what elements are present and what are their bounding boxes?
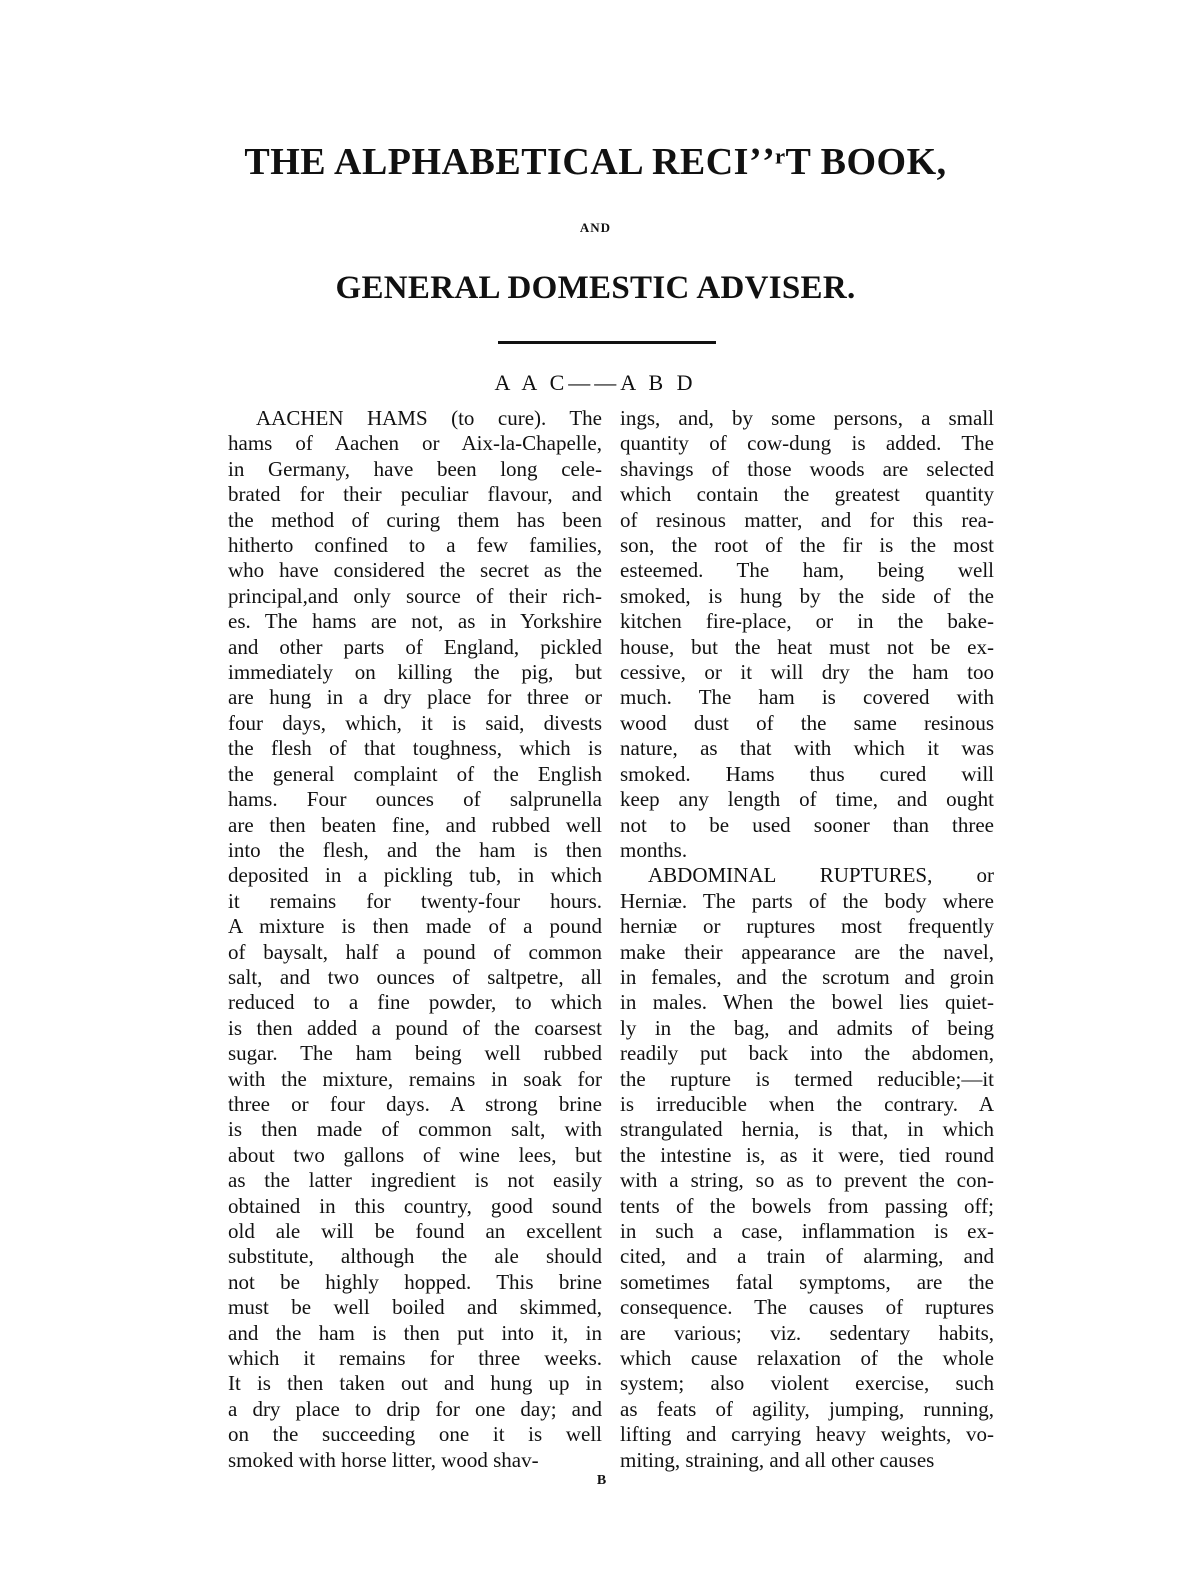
text-line: the rupture is termed reducible;—it: [620, 1066, 994, 1091]
text-line: is then added a pound of the coarsest: [228, 1015, 602, 1040]
text-line: and the ham is then put into it, in: [228, 1320, 602, 1345]
text-line: es. The hams are not, as in Yorkshire: [228, 609, 602, 634]
text-line: house, but the heat must not be ex-: [620, 634, 994, 659]
text-line: cessive, or it will dry the ham too: [620, 660, 994, 685]
text-line: make their appearance are the navel,: [620, 939, 994, 964]
book-subtitle: GENERAL DOMESTIC ADVISER.: [335, 270, 856, 306]
text-line: cited, and a train of alarming, and: [620, 1244, 994, 1269]
text-line: It is then taken out and hung up in: [228, 1371, 602, 1396]
text-line: salt, and two ounces of saltpetre, all: [228, 964, 602, 989]
text-line: which contain the greatest quantity: [620, 482, 994, 507]
text-line: hitherto confined to a few families,: [228, 533, 602, 558]
text-line: ings, and, by some persons, a small: [620, 406, 994, 430]
text-line: system; also violent exercise, such: [620, 1371, 994, 1396]
text-line: hams of Aachen or Aix-la-Chapelle,: [228, 431, 602, 456]
text-line: AACHEN HAMS (to cure). The: [256, 406, 602, 430]
text-line: keep any length of time, and ought: [620, 787, 994, 812]
text-line: with a string, so as to prevent the con-: [620, 1168, 994, 1193]
text-line: who have considered the secret as the: [228, 558, 602, 583]
text-line: the intestine is, as it were, tied round: [620, 1142, 994, 1167]
text-line: which cause relaxation of the whole: [620, 1346, 994, 1371]
text-line: in such a case, inflammation is ex-: [620, 1219, 994, 1243]
text-line: sugar. The ham being well rubbed: [228, 1041, 602, 1066]
text-line: readily put back into the abdomen,: [620, 1041, 994, 1066]
text-line: is irreducible when the contrary. A: [620, 1091, 994, 1116]
right-column: [620, 406, 994, 1473]
text-line: much. The ham is covered with: [620, 685, 994, 710]
text-line: in females, and the scrotum and groin: [620, 964, 994, 989]
text-line: smoked. Hams thus cured will: [620, 761, 994, 786]
signature-mark: B: [596, 1473, 607, 1488]
text-line: and other parts of England, pickled: [228, 634, 602, 659]
text-line: with the mixture, remains in soak for: [228, 1066, 602, 1091]
text-line: four days, which, it is said, divests: [228, 710, 602, 735]
text-line: of resinous matter, and for this rea-: [620, 507, 994, 532]
text-line: which it remains for three weeks.: [228, 1346, 602, 1371]
text-line: principal,and only source of their rich-: [228, 583, 602, 608]
text-line: son, the root of the fir is the most: [620, 533, 994, 558]
text-line: in Germany, have been long cele-: [228, 456, 602, 481]
text-line: ly in the bag, and admits of being: [620, 1015, 994, 1040]
text-line: as the latter ingredient is not easily: [228, 1168, 602, 1193]
text-line: hams. Four ounces of salprunella: [228, 787, 602, 812]
book-title: THE ALPHABETICAL RECIʼʼʳT BOOK,: [244, 141, 947, 183]
text-line: it remains for twenty-four hours.: [228, 888, 602, 913]
text-line: as feats of agility, jumping, running,: [620, 1396, 994, 1421]
text-line: nature, as that with which it was: [620, 736, 994, 761]
text-line: on the succeeding one it is well: [228, 1422, 602, 1447]
text-line: smoked with horse litter, wood shav-: [228, 1447, 539, 1472]
text-line: substitute, although the ale should: [228, 1244, 602, 1269]
text-line: are then beaten fine, and rubbed well: [228, 812, 602, 837]
text-line: months.: [620, 837, 688, 862]
text-line: strangulated hernia, is that, in which: [620, 1117, 994, 1142]
text-line: reduced to a fine powder, to which: [228, 990, 602, 1015]
text-line: three or four days. A strong brine: [228, 1091, 602, 1116]
text-line: miting, straining, and all other causes: [620, 1447, 935, 1472]
text-line: are various; viz. sedentary habits,: [620, 1320, 994, 1345]
text-line: must be well boiled and skimmed,: [228, 1295, 602, 1320]
text-line: not be highly hopped. This brine: [228, 1269, 602, 1294]
text-line: smoked, is hung by the side of the: [620, 583, 994, 608]
text-line: are hung in a dry place for three or: [228, 685, 602, 710]
text-line: A mixture is then made of a pound: [228, 914, 602, 939]
text-line: ABDOMINAL RUPTURES, or: [648, 863, 994, 888]
text-line: herniæ or ruptures most frequently: [620, 914, 994, 939]
text-line: quantity of cow-dung is added. The: [620, 431, 994, 456]
text-line: not to be used sooner than three: [620, 812, 994, 837]
text-line: of baysalt, half a pound of common: [228, 939, 602, 964]
text-line: esteemed. The ham, being well: [620, 558, 994, 583]
text-line: the method of curing them has been: [228, 507, 602, 532]
text-line: consequence. The causes of ruptures: [620, 1295, 994, 1320]
text-line: immediately on killing the pig, but: [228, 660, 602, 685]
text-line: the flesh of that toughness, which is: [228, 736, 602, 761]
text-line: brated for their peculiar flavour, and: [228, 482, 602, 507]
text-line: a dry place to drip for one day; and: [228, 1396, 602, 1421]
text-line: old ale will be found an excellent: [228, 1219, 602, 1243]
text-line: wood dust of the same resinous: [620, 710, 994, 735]
text-line: Herniæ. The parts of the body where: [620, 888, 994, 913]
text-line: lifting and carrying heavy weights, vo-: [620, 1422, 994, 1447]
text-line: obtained in this country, good sound: [228, 1193, 602, 1218]
text-line: is then made of common salt, with: [228, 1117, 602, 1142]
text-line: deposited in a pickling tub, in which: [228, 863, 602, 888]
text-line: the general complaint of the English: [228, 761, 602, 786]
text-line: shavings of those woods are selected: [620, 456, 994, 481]
text-line: into the flesh, and the ham is then: [228, 837, 602, 862]
left-column: [228, 406, 602, 1473]
text-line: kitchen fire-place, or in the bake-: [620, 609, 994, 634]
text-line: tents of the bowels from passing off;: [620, 1193, 994, 1218]
text-line: about two gallons of wine lees, but: [228, 1142, 602, 1167]
text-line: in males. When the bowel lies quiet-: [620, 990, 994, 1015]
running-head: A A C——A B D: [494, 370, 697, 395]
text-line: sometimes fatal symptoms, are the: [620, 1269, 994, 1294]
title-rule: [498, 341, 716, 344]
title-conjunction: AND: [579, 220, 612, 235]
